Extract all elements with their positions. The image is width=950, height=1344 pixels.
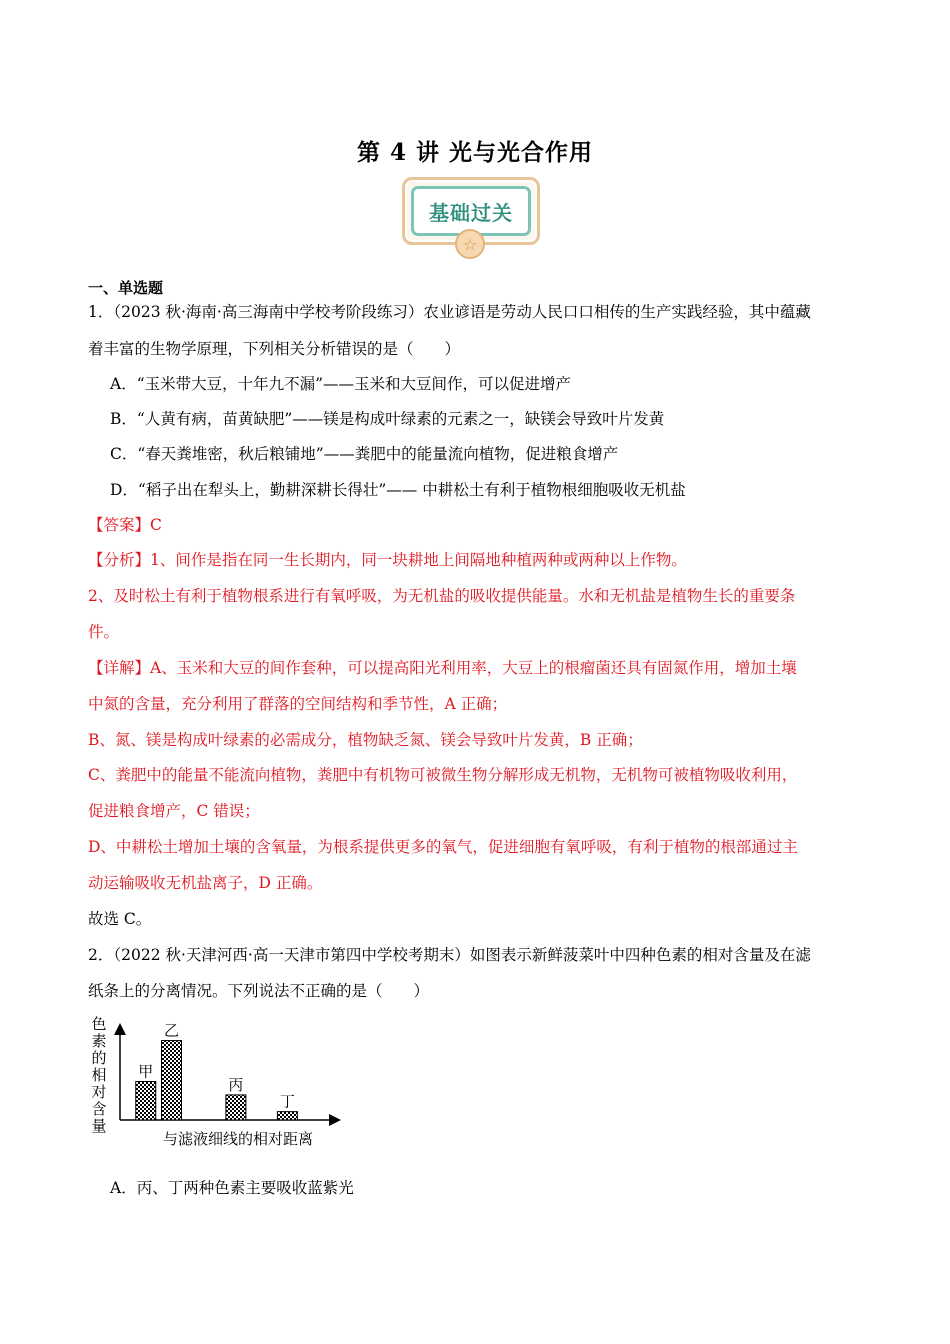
q1-analysis-2: 2、及时松土有利于植物根系进行有氧呼吸，为无机盐的吸收提供能量。水和无机盐是植物生长的重要条 <box>88 587 796 605</box>
q1-detail-b: B、氮、镁是构成叶绿素的必需成分，植物缺乏氮、镁会导致叶片发黄，B 正确； <box>88 731 643 749</box>
q1-answer: 【答案】C <box>88 516 162 534</box>
q1-conclusion: 故选 C。 <box>88 910 152 928</box>
bar-1 <box>136 1082 156 1120</box>
bar-label-3: 丙 <box>228 1075 244 1094</box>
y-label-char: 含 <box>91 1100 107 1118</box>
q1-detail-c-cont: 促进粮食增产，C 错误； <box>88 802 260 820</box>
section-heading: 一、单选题 <box>88 279 164 297</box>
q1-analysis-1: 【分析】1、间作是指在同一生长期内，同一块耕地上间隔地种植两种或两种以上作物。 <box>88 551 687 569</box>
bar-3 <box>226 1095 246 1120</box>
q1-option-c: C．“春天粪堆密，秋后粮铺地”——粪肥中的能量流向植物，促进粮食增产 <box>110 445 619 463</box>
x-axis-label: 与滤液细线的相对距离 <box>162 1130 314 1148</box>
q1-stem-line1: 1．（2023 秋·海南·高三海南中学校考阶段练习）农业谚语是劳动人民口口相传的生产实践经验，其中蕴藏 <box>88 303 811 321</box>
q1-detail-a-cont: 中氮的含量，充分利用了群落的空间结构和季节性，A 正确； <box>88 695 508 713</box>
y-label-char: 色 <box>91 1015 107 1033</box>
star-icon: ☆ <box>455 229 485 259</box>
q1-detail-d: D、中耕松土增加土壤的含氧量，为根系提供更多的氧气，促进细胞有氧呼吸，有利于植物的根部通过主 <box>88 838 798 856</box>
y-label-char: 对 <box>91 1083 107 1101</box>
q2-stem-line1: 2．（2022 秋·天津河西·高一天津市第四中学校考期末）如图表示新鲜菠菜叶中四种色素的相对含量及在滤 <box>88 946 811 964</box>
q1-detail-a: 【详解】A、玉米和大豆的间作套种，可以提高阳光利用率，大豆上的根瘤菌还具有固氮作用，增加土壤 <box>88 659 797 677</box>
q2-stem-line2: 纸条上的分离情况。下列说法不正确的是（ ） <box>88 982 430 1000</box>
y-label-char: 相 <box>91 1066 107 1084</box>
q2-option-a: A．丙、丁两种色素主要吸收蓝紫光 <box>110 1179 354 1197</box>
q1-option-a: A．“玉米带大豆，十年九不漏”——玉米和大豆间作，可以促进增产 <box>110 375 572 393</box>
pigment-bar-chart <box>86 1014 348 1150</box>
q1-stem-line2: 着丰富的生物学原理，下列相关分析错误的是（ ） <box>88 340 461 358</box>
bar-label-1: 甲 <box>138 1062 154 1081</box>
bar-label-4: 丁 <box>279 1092 295 1111</box>
badge-label: 基础过关 <box>411 186 531 236</box>
q1-option-b: B．“人黄有病，苗黄缺肥”——镁是构成叶绿素的元素之一，缺镁会导致叶片发黄 <box>110 410 665 428</box>
y-label-char: 量 <box>91 1117 107 1135</box>
q1-option-d: D．“稻子出在犁头上，勤耕深耕长得壮”—— 中耕松土有利于植物根细胞吸收无机盐 <box>110 481 686 499</box>
q1-detail-c: C、粪肥中的能量不能流向植物，粪肥中有机物可被微生物分解形成无机物，无机物可被植物吸收利用， <box>88 766 798 784</box>
bar-2 <box>162 1041 182 1120</box>
y-label-char: 素 <box>91 1032 107 1050</box>
q1-analysis-2-cont: 件。 <box>88 623 120 641</box>
page-title: 第 4 讲 光与光合作用 <box>356 139 594 166</box>
y-axis-label <box>91 1015 106 1135</box>
bar-4 <box>277 1112 297 1120</box>
q1-detail-d-cont: 动运输吸收无机盐离子，D 正确。 <box>88 874 323 892</box>
y-label-char: 的 <box>91 1049 107 1067</box>
bar-label-2: 乙 <box>163 1021 180 1040</box>
section-badge <box>402 177 538 255</box>
